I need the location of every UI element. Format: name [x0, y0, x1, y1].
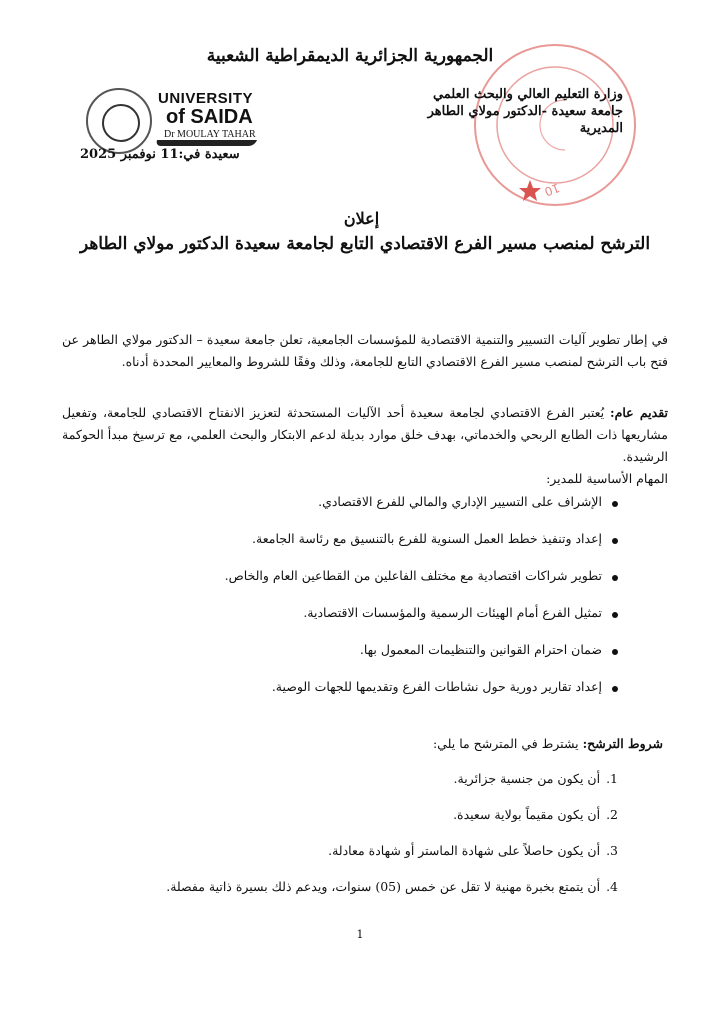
condition-number: 3.: [606, 843, 618, 858]
condition-item: [98, 807, 618, 843]
logo-swoosh: [155, 140, 257, 146]
seal-number: 10: [542, 180, 562, 199]
tasks-heading: المهام الأساسية للمدير:: [546, 471, 668, 486]
overview-label: تقديم عام:: [610, 405, 668, 420]
task-text: تطوير شراكات اقتصادية مع مختلف الفاعلين من القطاعين العام والخاص.: [224, 568, 602, 583]
directorate-line: المديرية: [579, 121, 623, 136]
bullet-icon: [612, 538, 618, 544]
condition-number: 2.: [606, 807, 618, 822]
conditions-heading: [433, 736, 663, 751]
logo-text-university: UNIVERSITY: [158, 90, 254, 107]
bullet-icon: [612, 686, 618, 692]
task-item: [98, 531, 618, 568]
task-item: [98, 679, 618, 716]
bullet-icon: [612, 649, 618, 655]
ministry-block: [428, 86, 623, 137]
republic-heading: الجمهورية الجزائرية الديمقراطية الشعبية: [206, 46, 494, 66]
task-item: [98, 605, 618, 642]
condition-item: [98, 879, 618, 915]
logo-text-moulay-tahar: Dr MOULAY TAHAR: [164, 129, 256, 140]
task-text: إعداد وتنفيذ خطط العمل السنوية للفرع بالتنسيق مع رئاسة الجامعة.: [252, 531, 602, 546]
conditions-list: [98, 771, 618, 915]
task-text: الإشراف على التسيير الإداري والمالي للفرع الاقتصادي.: [318, 494, 602, 509]
task-item: [98, 642, 618, 679]
bullet-icon: [612, 501, 618, 507]
task-text: ضمان احترام القوانين والتنظيمات المعمول بها.: [359, 642, 602, 657]
task-item: [98, 494, 618, 531]
intro-paragraph: في إطار تطوير آليات التسيير والتنمية الاقتصادية للمؤسسات الجامعية، تعلن جامعة سعيدة – الدكتور مولاي الطاهر عن فتح باب الترشح لمنصب مسير الفرع الاقتصادي التابع للجامعة، وذلك وفقًا للشروط والمعايير المحددة أدناه.: [62, 332, 668, 369]
conditions-label: شروط الترشح:: [582, 736, 663, 751]
tasks-list: [98, 494, 618, 716]
condition-number: 1.: [606, 771, 618, 786]
announcement-title: إعلان: [343, 209, 380, 228]
ministry-line: وزارة التعليم العالي والبحث العلمي: [432, 87, 623, 102]
document-date: سعيدة في:11 نوفمبر 2025: [80, 147, 240, 162]
conditions-intro: يشترط في المترشح ما يلي:: [432, 736, 583, 751]
logo-text-saida: of SAIDA: [166, 106, 253, 128]
logo-emblem-icon: [86, 88, 152, 154]
bullet-icon: [612, 612, 618, 618]
task-text: تمثيل الفرع أمام الهيئات الرسمية والمؤسسات الاقتصادية.: [303, 605, 602, 620]
condition-item: [98, 771, 618, 807]
announcement-subtitle: الترشح لمنصب مسير الفرع الاقتصادي التابع لجامعة سعيدة الدكتور مولاي الطاهر: [79, 234, 651, 254]
university-line: جامعة سعيدة -الدكتور مولاي الطاهر: [427, 104, 623, 119]
condition-item: [98, 843, 618, 879]
task-item: [98, 568, 618, 605]
task-text: إعداد تقارير دورية حول نشاطات الفرع وتقديمها للجهات الوصية.: [271, 679, 602, 694]
condition-text: أن يتمتع بخبرة مهنية لا تقل عن خمس (05) سنوات، ويدعم ذلك بسيرة ذاتية مفصلة.: [166, 879, 601, 894]
page-number: 1: [356, 928, 364, 941]
bullet-icon: [612, 575, 618, 581]
overview-text: يُعتبر الفرع الاقتصادي لجامعة سعيدة أحد الآليات المستحدثة لتعزيز الانفتاح الاقتصادي للجامعة، وتفعيل مشاريعها ذات الطابع الربحي والخدماتي، بهدف خلق موارد بديلة لدعم الابتكار والبحث العلمي، مع ترسيخ مبدأ الحوكمة الرشيدة.: [62, 405, 668, 464]
overview-section: [62, 402, 668, 490]
condition-text: أن يكون مقيماً بولاية سعيدة.: [453, 807, 601, 822]
condition-number: 4.: [606, 879, 618, 894]
condition-text: أن يكون من جنسية جزائرية.: [453, 771, 601, 786]
condition-text: أن يكون حاصلاً على شهادة الماستر أو شهادة معادلة.: [328, 843, 601, 858]
